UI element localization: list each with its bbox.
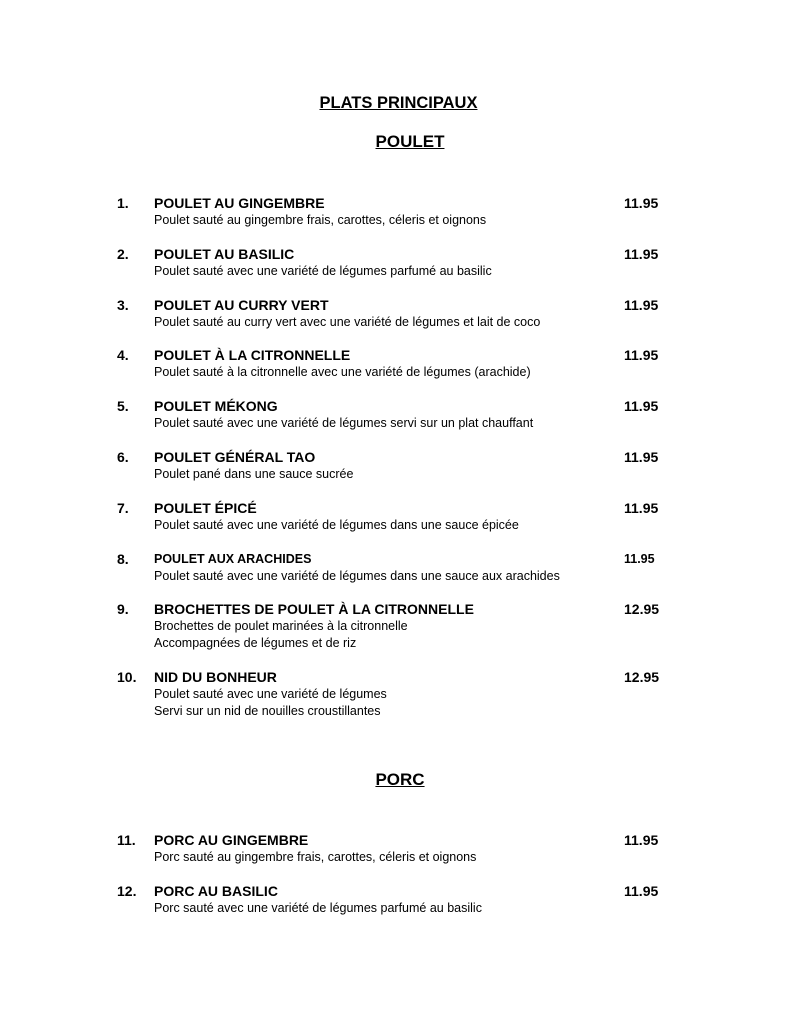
menu-item-description-line: Porc sauté avec une variété de légumes parfumé au basilic	[154, 901, 482, 915]
menu-item-description-line: Servi sur un nid de nouilles croustillantes	[154, 704, 381, 718]
menu-item-number: 11.	[117, 832, 136, 848]
menu-item-description-line: Poulet sauté au gingembre frais, carottes, céleris et oignons	[154, 213, 487, 227]
menu-item-description	[154, 568, 560, 585]
menu-item-price: 11.95	[624, 449, 659, 465]
menu-item-description	[154, 314, 540, 331]
menu-item-description-line: Poulet sauté avec une variété de légumes dans une sauce aux arachides	[154, 569, 560, 583]
menu-item-name: POULET GÉNÉRAL TAO	[154, 449, 316, 465]
menu-item-price: 11.95	[624, 883, 659, 899]
menu-item-description-line: Poulet sauté avec une variété de légumes parfumé au basilic	[154, 264, 492, 278]
menu-item-price: 11.95	[624, 347, 659, 363]
menu-item-number: 5.	[117, 398, 129, 414]
menu-item-description	[154, 212, 486, 229]
menu-item-price: 11.95	[624, 195, 659, 211]
menu-item-description	[154, 415, 533, 432]
menu-item-number: 10.	[117, 669, 137, 685]
menu-item-price: 11.95	[624, 297, 659, 313]
menu-item-description	[154, 517, 519, 534]
menu-item-name: PORC AU GINGEMBRE	[154, 832, 309, 848]
menu-item-description-line: Poulet sauté avec une variété de légumes dans une sauce épicée	[154, 518, 519, 532]
menu-item-description-line: Porc sauté au gingembre frais, carottes, céleris et oignons	[154, 850, 477, 864]
menu-item-description	[154, 686, 387, 720]
menu-item-number: 8.	[117, 551, 129, 567]
menu-item-description-line: Poulet sauté au curry vert avec une variété de légumes et lait de coco	[154, 315, 541, 329]
menu-item-description-line: Poulet sauté avec une variété de légumes servi sur un plat chauffant	[154, 416, 534, 430]
menu-item-name: POULET AU CURRY VERT	[154, 297, 329, 313]
menu-item-price: 11.95	[624, 246, 659, 262]
menu-item-price: 11.95	[624, 398, 659, 414]
menu-item-name: POULET AUX ARACHIDES	[154, 552, 312, 566]
section-title-poulet: POULET	[375, 132, 445, 151]
menu-item-number: 7.	[117, 500, 129, 516]
page-title: PLATS PRINCIPAUX	[319, 94, 478, 112]
section-title-porc: PORC	[375, 770, 425, 789]
menu-item-price: 11.95	[624, 832, 659, 848]
menu-item-price: 11.95	[624, 552, 655, 566]
menu-item-number: 9.	[117, 601, 129, 617]
menu-item-name: PORC AU BASILIC	[154, 883, 278, 899]
menu-item-description-line: Accompagnées de légumes et de riz	[154, 636, 357, 650]
menu-item-number: 3.	[117, 297, 129, 313]
menu-item-name: NID DU BONHEUR	[154, 669, 277, 685]
menu-item-description	[154, 364, 531, 381]
menu-item-name: BROCHETTES DE POULET À LA CITRONNELLE	[154, 601, 474, 617]
menu-item-name: POULET À LA CITRONNELLE	[154, 347, 351, 363]
menu-item-description	[154, 900, 482, 917]
menu-item-description-line: Poulet pané dans une sauce sucrée	[154, 467, 354, 481]
menu-item-number: 12.	[117, 883, 137, 899]
menu-item-name: POULET AU GINGEMBRE	[154, 195, 325, 211]
menu-item-number: 6.	[117, 449, 129, 465]
menu-item-price: 11.95	[624, 500, 659, 516]
menu-item-description	[154, 618, 408, 652]
menu-item-number: 1.	[117, 195, 129, 211]
menu-item-name: POULET ÉPICÉ	[154, 500, 257, 516]
menu-item-description	[154, 849, 476, 866]
menu-item-description	[154, 466, 353, 483]
menu-item-number: 2.	[117, 246, 129, 262]
menu-item-description	[154, 263, 492, 280]
menu-item-description-line: Poulet sauté avec une variété de légumes	[154, 687, 387, 701]
menu-item-description-line: Brochettes de poulet marinées à la citronnelle	[154, 619, 408, 633]
menu-item-number: 4.	[117, 347, 129, 363]
menu-item-price: 12.95	[624, 601, 660, 617]
menu-item-name: POULET MÉKONG	[154, 398, 278, 414]
menu-item-price: 12.95	[624, 669, 660, 685]
menu-item-name: POULET AU BASILIC	[154, 246, 295, 262]
menu-item-description-line: Poulet sauté à la citronnelle avec une variété de légumes (arachide)	[154, 365, 531, 379]
